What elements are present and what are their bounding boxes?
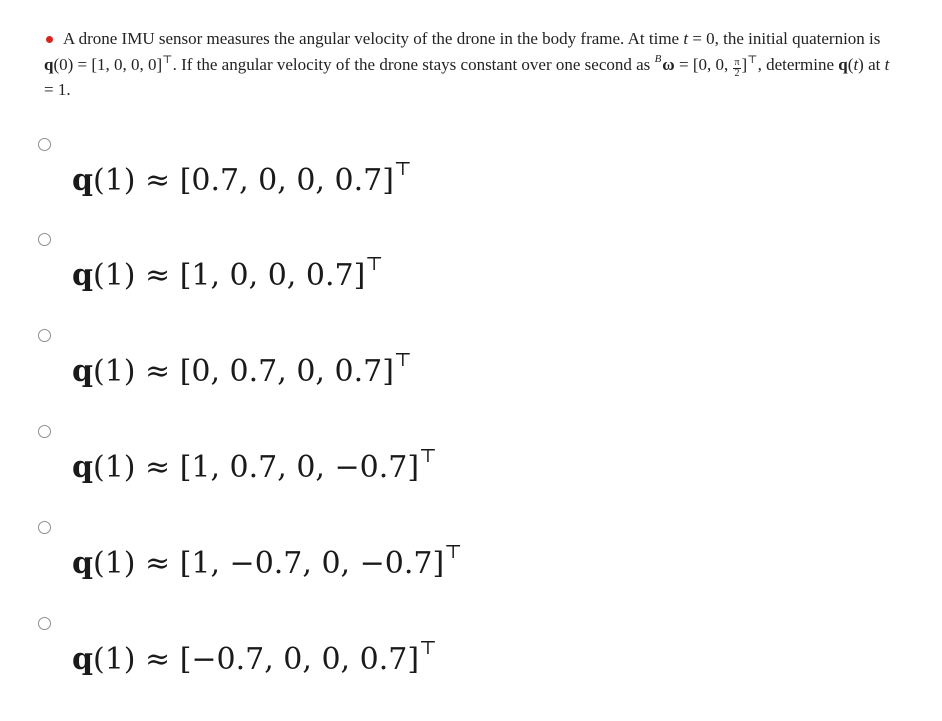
question-part: = 1. [44, 80, 71, 99]
radio-button[interactable] [38, 521, 51, 534]
option-expression: (1) ≈ [0, 0.7, 0, 0.7] [92, 354, 394, 389]
quaternion-symbol: q [44, 55, 54, 74]
pi-over-two-fraction [733, 58, 740, 79]
radio-button[interactable] [38, 425, 51, 438]
question-part: = 0, the initial quaternion is [688, 29, 881, 48]
transpose-symbol: ⊤ [419, 637, 437, 659]
option-expression: (1) ≈ [1, −0.7, 0, −0.7] [92, 546, 445, 581]
answer-option-2[interactable] [38, 233, 838, 313]
transpose-symbol: ⊤ [393, 349, 412, 371]
bullet-icon [46, 36, 53, 43]
fraction-denominator: 2 [734, 68, 740, 79]
quaternion-symbol: q [72, 163, 93, 198]
time-variable: t [683, 29, 689, 48]
time-variable: t [853, 55, 859, 74]
option-formula [72, 637, 437, 677]
fraction-numerator: π [734, 57, 740, 68]
omega-symbol: ω [662, 55, 675, 74]
answer-option-5[interactable] [38, 521, 838, 601]
answer-option-4[interactable] [38, 425, 838, 505]
answer-option-3[interactable] [38, 329, 838, 409]
radio-button[interactable] [38, 233, 51, 246]
option-formula [72, 158, 412, 198]
quaternion-symbol: q [72, 450, 93, 485]
option-formula [72, 349, 412, 389]
question-part: . If the angular velocity of the drone stays constant over one second as [172, 55, 655, 74]
option-expression: (1) ≈ [−0.7, 0, 0, 0.7] [92, 642, 420, 677]
answer-option-6[interactable] [38, 617, 838, 697]
frame-superscript: B [654, 53, 662, 65]
quaternion-symbol: q [838, 55, 848, 74]
option-expression: (1) ≈ [1, 0.7, 0, −0.7] [92, 450, 420, 485]
option-formula [72, 445, 437, 485]
radio-button[interactable] [38, 329, 51, 342]
quaternion-symbol: q [72, 354, 93, 389]
question-part: (0) = [1, 0, 0, 0] [53, 55, 163, 74]
option-formula [72, 541, 462, 581]
transpose-symbol: ⊤ [444, 541, 463, 563]
answer-option-1[interactable] [38, 138, 838, 218]
quaternion-symbol: q [72, 642, 93, 677]
question-part: ] [741, 55, 748, 74]
time-variable: t [884, 55, 890, 74]
question-part: A drone IMU sensor measures the angular velocity of the drone in the body frame. At time [63, 29, 684, 48]
transpose-symbol: ⊤ [393, 158, 412, 180]
option-expression: (1) ≈ [1, 0, 0, 0.7] [92, 258, 366, 293]
question-part: ) at [858, 55, 885, 74]
question-part: = [0, 0, [674, 55, 733, 74]
option-expression: (1) ≈ [0.7, 0, 0, 0.7] [92, 163, 394, 198]
transpose-symbol: ⊤ [747, 54, 758, 66]
quaternion-symbol: q [72, 258, 93, 293]
radio-button[interactable] [38, 138, 51, 151]
transpose-symbol: ⊤ [365, 253, 384, 275]
transpose-symbol: ⊤ [162, 54, 173, 66]
question-text [44, 28, 894, 100]
option-formula [72, 253, 383, 293]
radio-button[interactable] [38, 617, 51, 630]
question-part: , determine [757, 55, 839, 74]
transpose-symbol: ⊤ [419, 445, 437, 467]
question-part: ( [847, 55, 854, 74]
quaternion-symbol: q [72, 546, 93, 581]
